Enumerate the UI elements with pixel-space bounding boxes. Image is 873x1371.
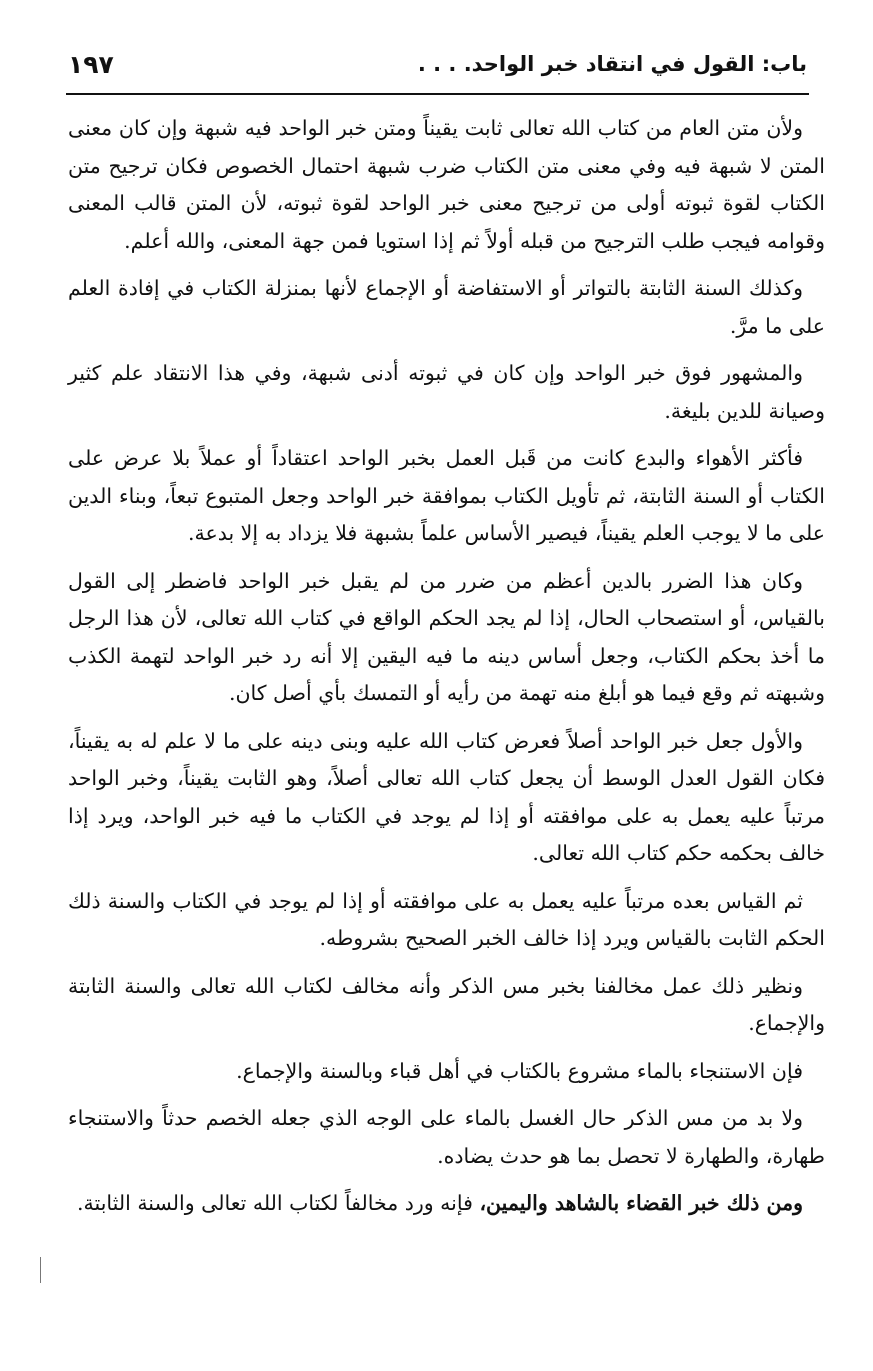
paragraph-6: والأول جعل خبر الواحد أصلاً فعرض كتاب الله عليه وبنى دينه على ما لا علم له به يقيناً، فكان القول العدل الوسط أن يجعل كتاب الله تعالى أصلاً، وهو الثابت يقيناً، وخبر الواحد مرتباً عليه يعمل به على موافقته أو إذا لم يوجد في الكتاب ما فيه خبر الواحد، ويرد إذا خالف بحكمه حكم كتاب الله تعالى. (68, 728, 825, 865)
paragraph-7: ثم القياس بعده مرتباً عليه يعمل به على موافقته أو إذا لم يوجد في الكتاب والسنة ذلك الحكم الثابت بالقياس ويرد إذا خالف الخبر الصحيح بشروطه. (68, 888, 825, 950)
paragraph-4: فأكثر الأهواء والبدع كانت من قَبل العمل بخبر الواحد اعتقاداً أو عملاً بلا عرض على الكتاب أو السنة الثابتة، ثم تأويل الكتاب بموافقة خبر الواحد وجعل المتبوع تبعاً، وبناء الدين على ما لا يوجب العلم يقيناً، فيصير الأساس علماً بشبهة فلا يزداد به إلا بدعة. (68, 446, 825, 545)
chapter-title: باب: القول في انتقاد خبر الواحد. . . . (417, 52, 807, 76)
paragraph-9: فإن الاستنجاء بالماء مشروع بالكتاب في أهل قباء وبالسنة والإجماع. (236, 1058, 803, 1083)
page-number: ١٩٧ (68, 50, 114, 79)
paragraph-11-lead: ومن ذلك خبر القضاء بالشاهد واليمين، (479, 1191, 803, 1215)
paragraph-1: ولأن متن العام من كتاب الله تعالى ثابت يقيناً ومتن خبر الواحد فيه شبهة وإن كان معنى المتن لا شبهة فيه وفي معنى متن الكتاب ضرب شبهة احتمال الخصوص فكان ترجيح متن الكتاب لقوة ثبوته أولى من ترجيح معنى خبر الواحد لقوة ثبوته، لأن المتن قالب المعنى وقوامه فيجب طلب الترجيح من قبله أولاً ثم إذا استويا فمن جهة المعنى، والله أعلم. (68, 116, 825, 253)
paragraph-11-text: فإنه ورد مخالفاً لكتاب الله تعالى والسنة الثابتة. (77, 1191, 480, 1215)
paragraph-3: والمشهور فوق خبر الواحد وإن كان في ثبوته أدنى شبهة، وفي هذا الانتقاد علم كثير وصيانة للدين بليغة. (68, 361, 825, 423)
header-rule (66, 93, 809, 95)
paragraph-11 (68, 1185, 825, 1223)
paragraph-10: ولا بد من مس الذكر حال الغسل بالماء على الوجه الذي جعله الخصم حدثاً والاستنجاء طهارة، والطهارة لا تحصل بما هو حدث يضاده. (68, 1106, 825, 1168)
body-text (68, 110, 825, 1233)
paragraph-5: وكان هذا الضرر بالدين أعظم من ضرر من لم يقبل خبر الواحد فاضطر إلى القول بالقياس، أو استصحاب الحال، إذا لم يجد الحكم الواقع في كتاب الله تعالى، لأن هذا الرجل ما أخذ بحكم الكتاب، وجعل أساس دينه ما فيه اليقين إلا أنه رد خبر الواحد لتهمة الكذب وشبهته ثم وقع فيما هو أبلغ منه تهمة من رأيه أو التمسك بأي أصل كان. (68, 568, 825, 705)
margin-mark (40, 1257, 41, 1283)
paragraph-2: وكذلك السنة الثابتة بالتواتر أو الاستفاضة أو الإجماع لأنها بمنزلة الكتاب في إفادة العلم على ما مرَّ. (68, 276, 825, 338)
page-header (68, 48, 807, 92)
paragraph-8: ونظير ذلك عمل مخالفنا بخبر مس الذكر وأنه مخالف لكتاب الله تعالى والسنة الثابتة والإجماع. (68, 973, 825, 1035)
